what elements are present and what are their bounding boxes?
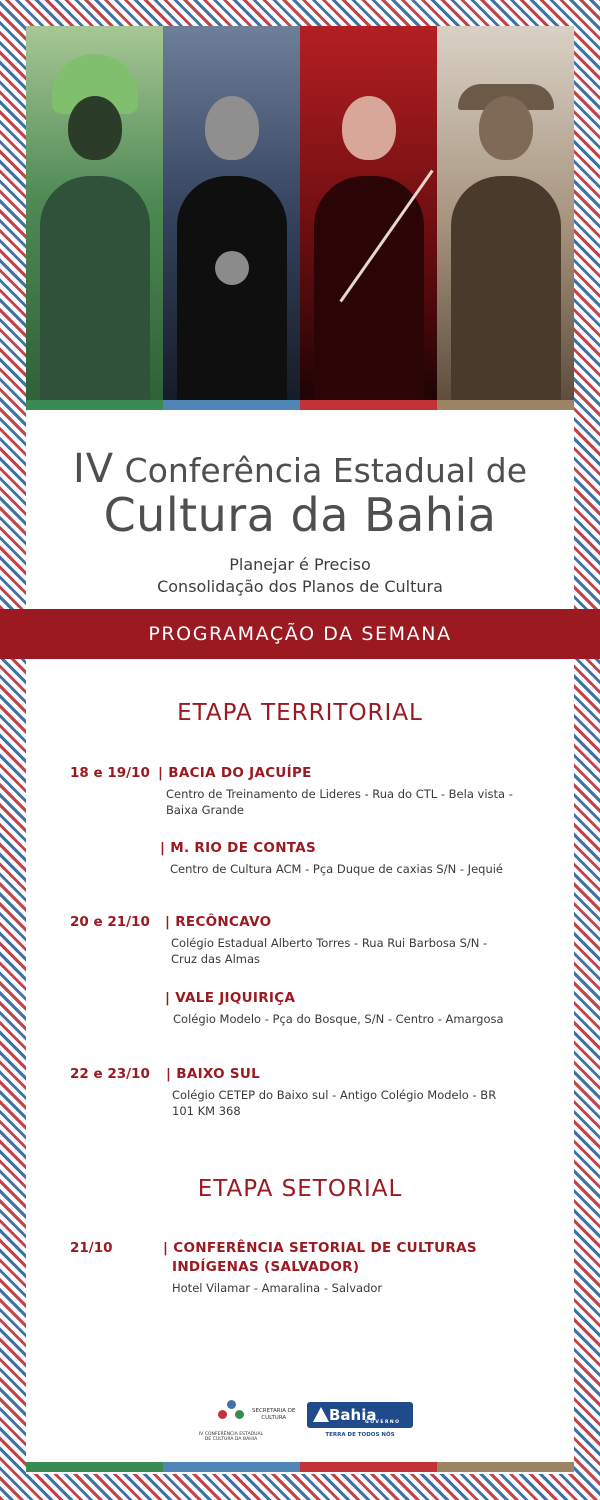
bahia-tagline: TERRA DE TODOS NÓS [325, 1432, 395, 1438]
subtitle-line-2: Consolidação dos Planos de Cultura [157, 577, 443, 596]
region-name: | M. RIO DE CONTAS [160, 840, 317, 856]
region-name: | BACIA DO JACUÍPE [158, 765, 312, 781]
region-name: | BAIXO SUL [166, 1066, 261, 1082]
venue-address-line: 101 KM 368 [172, 1104, 241, 1118]
title-line-2: Cultura da Bahia [103, 488, 497, 542]
color-bar-red [300, 1462, 437, 1472]
color-bar-blue [163, 400, 300, 410]
venue-address-line: Baixa Grande [166, 803, 244, 817]
region-name: | VALE JIQUIRIÇA [165, 990, 296, 1006]
person-head [68, 96, 122, 160]
title-line1-text: Conferência Estadual de [124, 451, 528, 490]
photo-cowboy [437, 26, 574, 410]
schedule-date: 18 e 19/10 [70, 765, 150, 781]
title-prefix: IV [72, 446, 115, 492]
smiley-shirt-icon [215, 251, 249, 285]
color-bar-blue [163, 1462, 300, 1472]
venue-address-line: Hotel Vilamar - Amaralina - Salvador [172, 1281, 383, 1295]
person-head [479, 96, 533, 160]
person-body [177, 176, 287, 406]
person-body [40, 176, 150, 406]
governo-label: GOVERNO [365, 1420, 401, 1425]
venue-address-line: Colégio Estadual Alberto Torres - Rua Rui Barbosa S/N - [171, 936, 488, 950]
color-bar-brown [437, 400, 574, 410]
region-name-continued: INDÍGENAS (SALVADOR) [172, 1259, 360, 1275]
region-name: | CONFERÊNCIA SETORIAL DE CULTURAS [163, 1240, 477, 1256]
color-bar-green [26, 400, 163, 410]
venue-address-line: Centro de Treinamento de Lideres - Rua do CTL - Bela vista - [166, 787, 513, 801]
color-bar-bottom [26, 1462, 574, 1472]
venue-address-line: Colégio Modelo - Pça do Bosque, S/N - Centro - Amargosa [173, 1012, 504, 1026]
schedule-date: 21/10 [70, 1240, 113, 1256]
color-bar-brown [437, 1462, 574, 1472]
programacao-banner: PROGRAMAÇÃO DA SEMANA [0, 609, 600, 659]
bahia-label: Bahia [329, 1406, 377, 1424]
conference-logo-mark-icon [216, 1400, 246, 1426]
secretaria-label: SECRETARIA DE CULTURA [252, 1408, 296, 1421]
subtitle-line-1: Planejar é Preciso [229, 555, 371, 574]
venue-address-line: Colégio CETEP do Baixo sul - Antigo Colégio Modelo - BR [172, 1088, 497, 1102]
conference-logo-text: IV CONFERÊNCIA ESTADUAL DE CULTURA DA BAHIA [198, 1432, 264, 1442]
venue-address-line: Cruz das Almas [171, 952, 261, 966]
person-head [205, 96, 259, 160]
footer-logos [26, 1392, 574, 1452]
color-bar-green [26, 1462, 163, 1472]
photo-violinist [300, 26, 437, 410]
section-title-setorial: ETAPA SETORIAL [197, 1176, 403, 1202]
region-name: | RECÔNCAVO [165, 914, 272, 930]
color-bar-top [26, 400, 574, 410]
photo-woman-headwrap [26, 26, 163, 410]
color-bar-red [300, 400, 437, 410]
bahia-governo-logo [307, 1402, 413, 1428]
photo-strip [26, 26, 574, 410]
venue-address-line: Centro de Cultura ACM - Pça Duque de caxias S/N - Jequié [170, 862, 504, 876]
schedule-date: 20 e 21/10 [70, 914, 150, 930]
person-body [451, 176, 561, 406]
title-line-1 [26, 446, 574, 492]
photo-dj [163, 26, 300, 410]
schedule-date: 22 e 23/10 [70, 1066, 150, 1082]
bahia-triangle-icon [313, 1407, 329, 1422]
section-title-territorial: ETAPA TERRITORIAL [177, 700, 423, 726]
person-head [342, 96, 396, 160]
poster-panel [26, 26, 574, 1474]
person-body [314, 176, 424, 406]
